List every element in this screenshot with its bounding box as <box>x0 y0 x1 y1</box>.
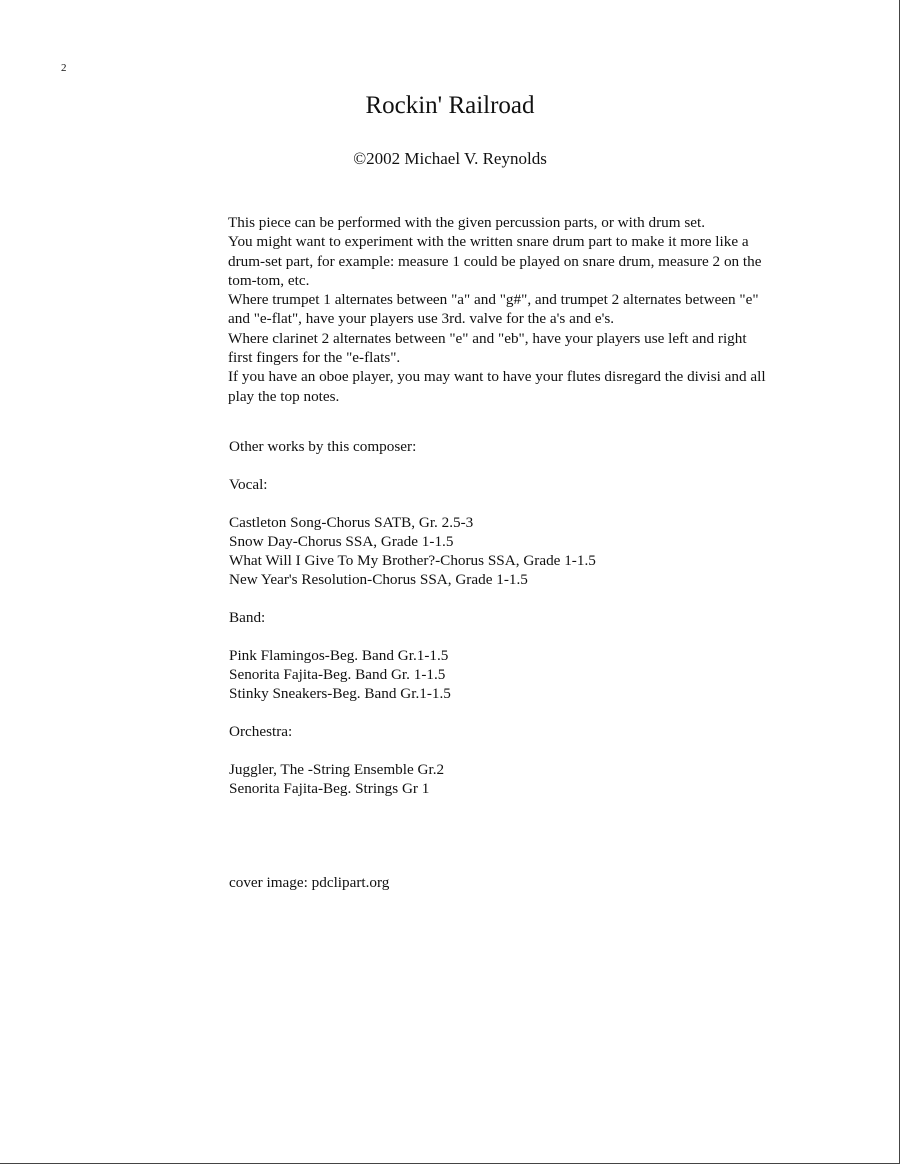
page-number: 2 <box>61 62 67 74</box>
note-paragraph: Where clarinet 2 alternates between "e" and "eb", have your players use left and right first fingers for the "e-flats". <box>228 329 747 367</box>
other-works-heading: Other works by this composer: <box>229 438 417 455</box>
orchestra-label: Orchestra: <box>229 723 293 740</box>
list-item: Juggler, The -String Ensemble Gr.2 <box>229 761 445 778</box>
list-item: Castleton Song-Chorus SATB, Gr. 2.5-3 <box>229 514 474 531</box>
vocal-label: Vocal: <box>229 476 268 493</box>
list-item: Pink Flamingos-Beg. Band Gr.1-1.5 <box>229 647 449 664</box>
band-label: Band: <box>229 609 266 626</box>
list-item: New Year's Resolution-Chorus SSA, Grade 1-1.5 <box>229 571 528 588</box>
performance-notes <box>228 213 768 406</box>
list-item: Senorita Fajita-Beg. Strings Gr 1 <box>229 780 430 797</box>
list-item: What Will I Give To My Brother?-Chorus SSA, Grade 1-1.5 <box>229 552 596 569</box>
page-title: Rockin' Railroad <box>365 92 535 119</box>
cover-credit: cover image: pdclipart.org <box>229 874 390 891</box>
note-paragraph: If you have an oboe player, you may want to have your flutes disregard the divisi and all play the top notes. <box>228 368 766 405</box>
other-works-section <box>229 437 769 817</box>
note-paragraph: You might want to experiment with the written snare drum part to make it more like a drum-set part, for example: measure 1 could be played on snare drum, measure 2 on the tom-tom, etc. <box>228 233 762 289</box>
list-item: Snow Day-Chorus SSA, Grade 1-1.5 <box>229 533 454 550</box>
copyright-line: ©2002 Michael V. Reynolds <box>353 149 547 168</box>
orchestra-list <box>229 760 769 798</box>
note-paragraph: This piece can be performed with the given percussion parts, or with drum set. <box>228 214 706 231</box>
vocal-list <box>229 513 769 589</box>
note-paragraph: Where trumpet 1 alternates between "a" and "g#", and trumpet 2 alternates between "e" and "e-flat", have your players use 3rd. valve for the a's and e's. <box>228 291 759 328</box>
band-list <box>229 646 769 703</box>
list-item: Senorita Fajita-Beg. Band Gr. 1-1.5 <box>229 666 446 683</box>
list-item: Stinky Sneakers-Beg. Band Gr.1-1.5 <box>229 685 451 702</box>
